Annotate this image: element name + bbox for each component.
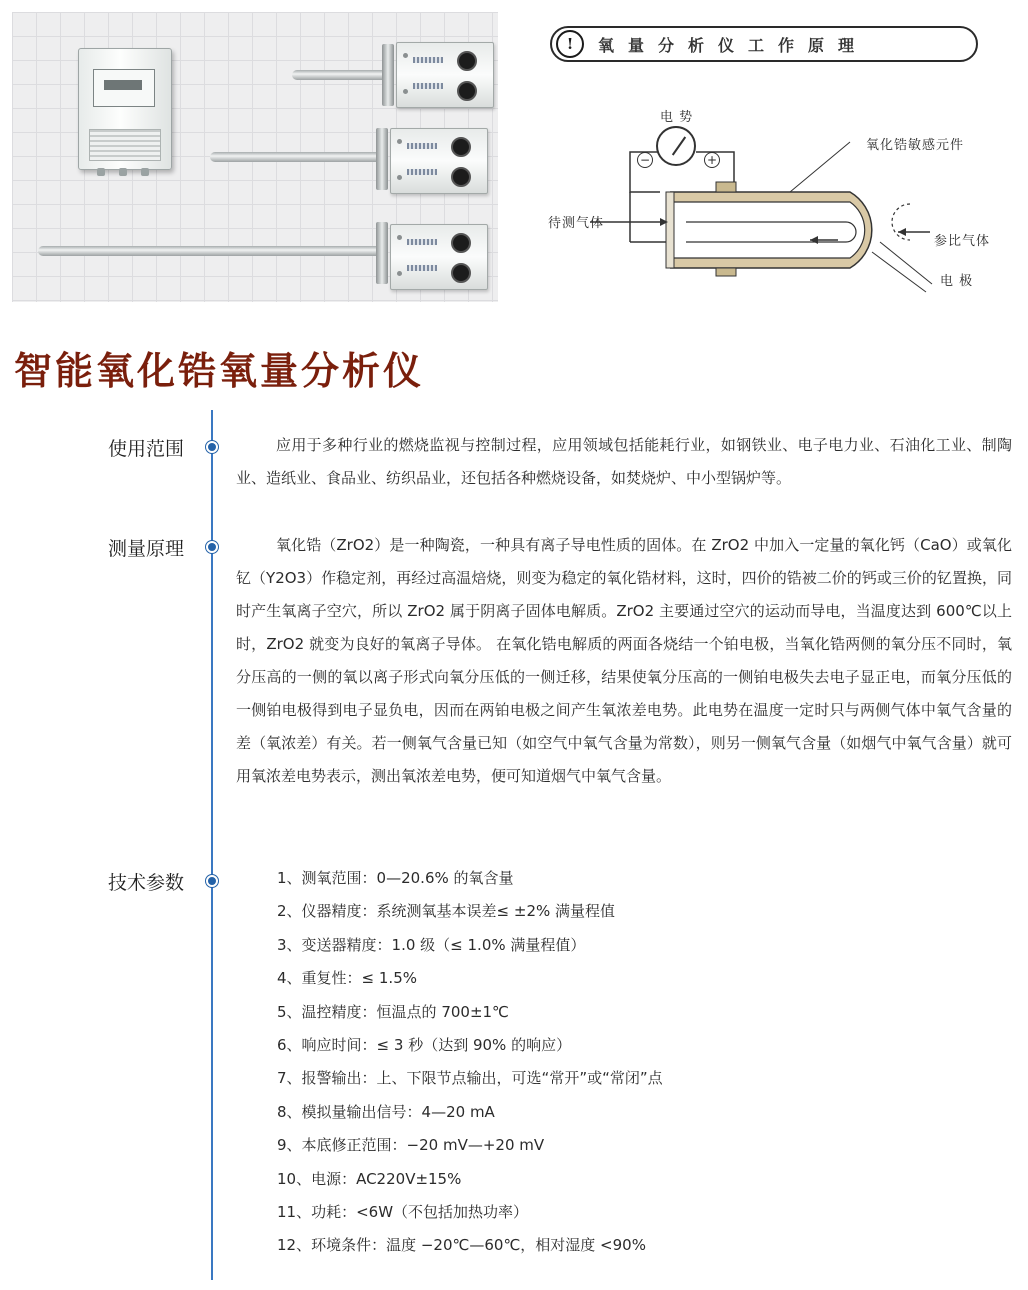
spec-item: 1、测氧范围：0—20.6% 的氧含量 [277,869,514,887]
spec-item: 8、模拟量输出信号：4—20 mA [277,1102,495,1121]
probe-medium [210,152,380,162]
specs-list [277,862,663,1263]
probe-junction-box [396,42,494,108]
spec-item: 6、响应时间：≤ 3 秒（达到 90% 的响应） [277,1036,572,1055]
bullet-icon [206,541,218,553]
sample-gas-label: 待测气体 [548,216,605,231]
spec-item: 7、报警输出：上、下限节点输出，可选“常开”或“常闭”点 [277,1069,663,1088]
analyzer-cabinet [78,48,172,170]
lcd-display [93,69,155,107]
negative-terminal: − [637,152,653,168]
probe-long [38,246,380,256]
product-photo [12,12,498,302]
emf-label: 电 势 [660,110,694,125]
section-label-specs: 技术参数 [108,872,185,894]
probe-junction-box [390,128,488,194]
spec-item: 5、温控精度：恒温点的 700±1℃ [277,1002,509,1021]
sensor-label: 氧化锆敏感元件 [866,138,965,153]
nameplate [89,129,161,161]
section-label-principle: 测量原理 [108,538,185,560]
voltmeter-icon [656,126,696,166]
probe-junction-box [390,224,488,290]
exclamation-icon: ! [556,30,584,58]
page-title: 智能氧化锆氧量分析仪 [14,349,425,393]
spec-item: 11、功耗：<6W（不包括加热功率） [277,1203,529,1222]
spec-item: 4、重复性：≤ 1.5% [277,969,417,988]
positive-terminal: + [704,152,720,168]
reference-gas-label: 参比气体 [934,234,991,249]
scope-paragraph: 应用于多种行业的燃烧监视与控制过程，应用领域包括能耗行业，如钢铁业、电子电力业、石油化工业、制陶业、造纸业、食品业、纺织品业，还包括各种燃烧设备，如焚烧炉、中小型锅炉等。 [236,436,1012,487]
electrode-label: 电 极 [940,274,974,289]
spec-item: 12、环境条件：温度 −20℃—60℃，相对湿度 <90% [277,1236,646,1255]
bullet-icon [206,875,218,887]
probe-flange [376,128,388,190]
spec-item: 3、变送器精度：1.0 级（≤ 1.0% 满量程值） [277,935,586,954]
bullet-icon [206,441,218,453]
probe-flange [382,44,394,106]
principle-paragraph: 氧化锆（ZrO2）是一种陶瓷，一种具有离子导电性质的固体。在 ZrO2 中加入一定量的氧化钙（CaO）或氧化钇（Y2O3）作稳定剂，再经过高温焙烧，则变为稳定的氧化锆材料，这时，四价的锆被二价的钙或三价的钇置换，同时产生氧离子空穴，所以 ZrO2 属于阴离子固体电解质。ZrO2 主要通过空穴的运动而导电，当温度达到 600℃以上时，ZrO2 就变为良好的氧离子导体。 在氧化锆电解质的两面各烧结一个铂电极，当氧化锆两侧的氧分压不同时，氧分压高的一侧的氧以离子形式向氧分压低的一侧迁移，结果使氧分压高的一侧铂电极失去电子显正电，而氧分压低的一侧铂电极得到电子显负电，因而在两铂电极之间产生氧浓差电势。此电势在温度一定时只与两侧气体中氧气含量的差（氧浓差）有关。若一侧氧气含量已知（如空气中氧气含量为常数），则另一侧氧气含量（如烟气中氧气含量）就可用氧浓差电势表示，测出氧浓差电势，便可知道烟气中氧气含量。 [236,536,1012,785]
probe-flange [376,222,388,284]
diagram-title-banner [550,26,978,62]
section-label-scope: 使用范围 [108,438,185,460]
spec-item: 9、本底修正范围：−20 mV—+20 mV [277,1136,545,1155]
diagram-title: 氧量分析仪工作原理 [598,35,869,55]
spec-item: 10、电源：AC220V±15% [277,1169,462,1188]
probe-short [292,70,384,80]
spec-item: 2、仪器精度：系统测氧基本误差≤ ±2% 满量程值 [277,902,616,921]
